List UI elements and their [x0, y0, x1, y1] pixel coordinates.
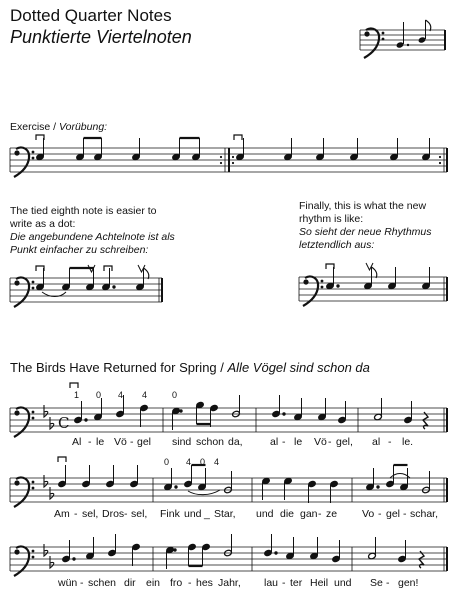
lyric-syllable: -	[80, 577, 84, 589]
flat-icon	[50, 487, 54, 499]
bass-clef-icon	[14, 546, 34, 576]
lyric-syllable: Jahr,	[218, 577, 241, 589]
fingering: 0	[200, 457, 206, 467]
lyric-syllable: -	[74, 508, 78, 520]
down-bow-icon	[234, 135, 242, 140]
tied-notes	[36, 268, 149, 297]
lyric-syllable: Star,	[214, 508, 236, 520]
lyric-syllable: -	[188, 577, 192, 589]
header-staff	[360, 30, 445, 50]
fingering: 0	[96, 390, 102, 400]
finally-notes	[326, 267, 431, 290]
lyric-syllable: und	[256, 508, 274, 520]
fingering: 0	[164, 457, 170, 467]
lyric-syllable: schon	[196, 436, 225, 448]
note-head	[418, 36, 427, 43]
lyric-syllable: Vö	[314, 436, 327, 448]
lyric-syllable: Dros	[102, 508, 125, 520]
lyric-syllable: ein	[146, 577, 161, 589]
down-bow-icon	[58, 457, 66, 462]
lyric-syllable: Vo	[362, 508, 375, 520]
page-title: Dotted Quarter Notes	[10, 6, 172, 25]
lyric-syllable: al	[270, 436, 279, 448]
tied-note-text: The tied eighth note is easier to write as a dot: Die angebundene Achtelnote ist als Punkt einfacher zu schreiben:	[10, 205, 175, 256]
exercise-staff	[10, 148, 447, 172]
lyric-syllable: Se	[370, 577, 383, 589]
lyric-syllable: hes	[196, 577, 213, 589]
song-notes-3	[62, 534, 424, 569]
lyric-syllable: le.	[402, 436, 414, 448]
lyric-syllable: Vö	[114, 436, 127, 448]
fingering: 4	[142, 390, 148, 400]
lyric-syllable: -	[378, 508, 382, 520]
finally-text: Finally, this is what the new rhythm is like: So sieht der neue Rhythmus letztendlich aus:	[299, 200, 432, 251]
down-bow-icon	[36, 266, 44, 271]
lyric-syllable: -	[124, 508, 128, 520]
lyric-syllable: Fink	[160, 508, 180, 520]
lyric-syllable: gan	[300, 508, 318, 520]
lyric-syllable: _	[204, 508, 210, 520]
lyric-syllable: gel,	[336, 436, 353, 448]
lyric-syllable: -	[388, 436, 392, 448]
lyric-syllable: al	[372, 436, 381, 448]
bass-clef-icon	[14, 477, 34, 507]
page-subtitle: Punktierte Viertelnoten	[10, 27, 192, 47]
lyric-syllable: und	[334, 577, 352, 589]
lyric-syllable: -	[130, 436, 134, 448]
lyric-syllable: ze	[326, 508, 338, 520]
lyric-syllable: Am	[54, 508, 70, 520]
lyric-syllable: lau	[264, 577, 279, 589]
lyric-syllable: Al	[72, 436, 82, 448]
lyric-syllable: gen!	[398, 577, 419, 589]
lyric-syllable: sind	[172, 436, 192, 448]
song-title: The Birds Have Returned for Spring / Alle Vögel sind schon da	[10, 360, 370, 375]
fingering: 4	[118, 390, 124, 400]
lyric-syllable: die	[280, 508, 295, 520]
lyric-syllable: schar,	[410, 508, 439, 520]
flat-icon	[44, 475, 48, 487]
lyric-syllable: -	[282, 436, 286, 448]
lyric-syllable: le	[294, 436, 303, 448]
lyric-syllable: -	[403, 508, 407, 520]
note-head	[396, 41, 405, 48]
bass-clef-icon	[14, 277, 34, 307]
fingering: 4	[214, 457, 220, 467]
lyric-syllable: wün	[58, 577, 78, 589]
down-bow-icon	[326, 264, 334, 269]
lyric-syllable: -	[282, 577, 286, 589]
lyric-syllable: und	[184, 508, 202, 520]
flat-icon	[44, 405, 48, 417]
lyric-syllable: da,	[228, 436, 243, 448]
lyric-syllable: -	[88, 436, 92, 448]
lyric-syllable: sel,	[131, 508, 148, 520]
song-staff-2	[10, 478, 447, 502]
bass-clef-icon	[14, 407, 34, 437]
fingering: 0	[172, 390, 178, 400]
lyric-syllable: -	[318, 508, 322, 520]
svg-text:C: C	[58, 414, 70, 432]
flat-icon	[50, 417, 54, 429]
down-bow-icon	[104, 266, 112, 271]
bass-clef-icon	[364, 28, 384, 58]
flat-icon	[50, 556, 54, 568]
flat-icon	[44, 544, 48, 556]
down-bow-icon	[36, 135, 44, 140]
fingering: 1	[74, 390, 80, 400]
song-notes-1	[74, 395, 428, 430]
lyric-syllable: schen	[88, 577, 117, 589]
lyric-syllable: -	[328, 436, 332, 448]
fingering: 4	[186, 457, 192, 467]
lyric-syllable: ter	[290, 577, 303, 589]
lyric-syllable: le	[96, 436, 105, 448]
lyric-syllable: fro	[170, 577, 183, 589]
lyric-syllable: dir	[124, 577, 136, 589]
bass-clef-icon	[14, 147, 34, 177]
lyric-syllable: gel	[386, 508, 401, 520]
down-bow-icon	[70, 383, 78, 388]
lyric-syllable: sel,	[82, 508, 99, 520]
lyric-syllable: -	[386, 577, 390, 589]
lyric-syllable: gel	[137, 436, 152, 448]
bass-clef-icon	[303, 276, 323, 306]
lyric-syllable: Heil	[310, 577, 329, 589]
exercise-label: Exercise / Vorübung:	[10, 121, 108, 133]
